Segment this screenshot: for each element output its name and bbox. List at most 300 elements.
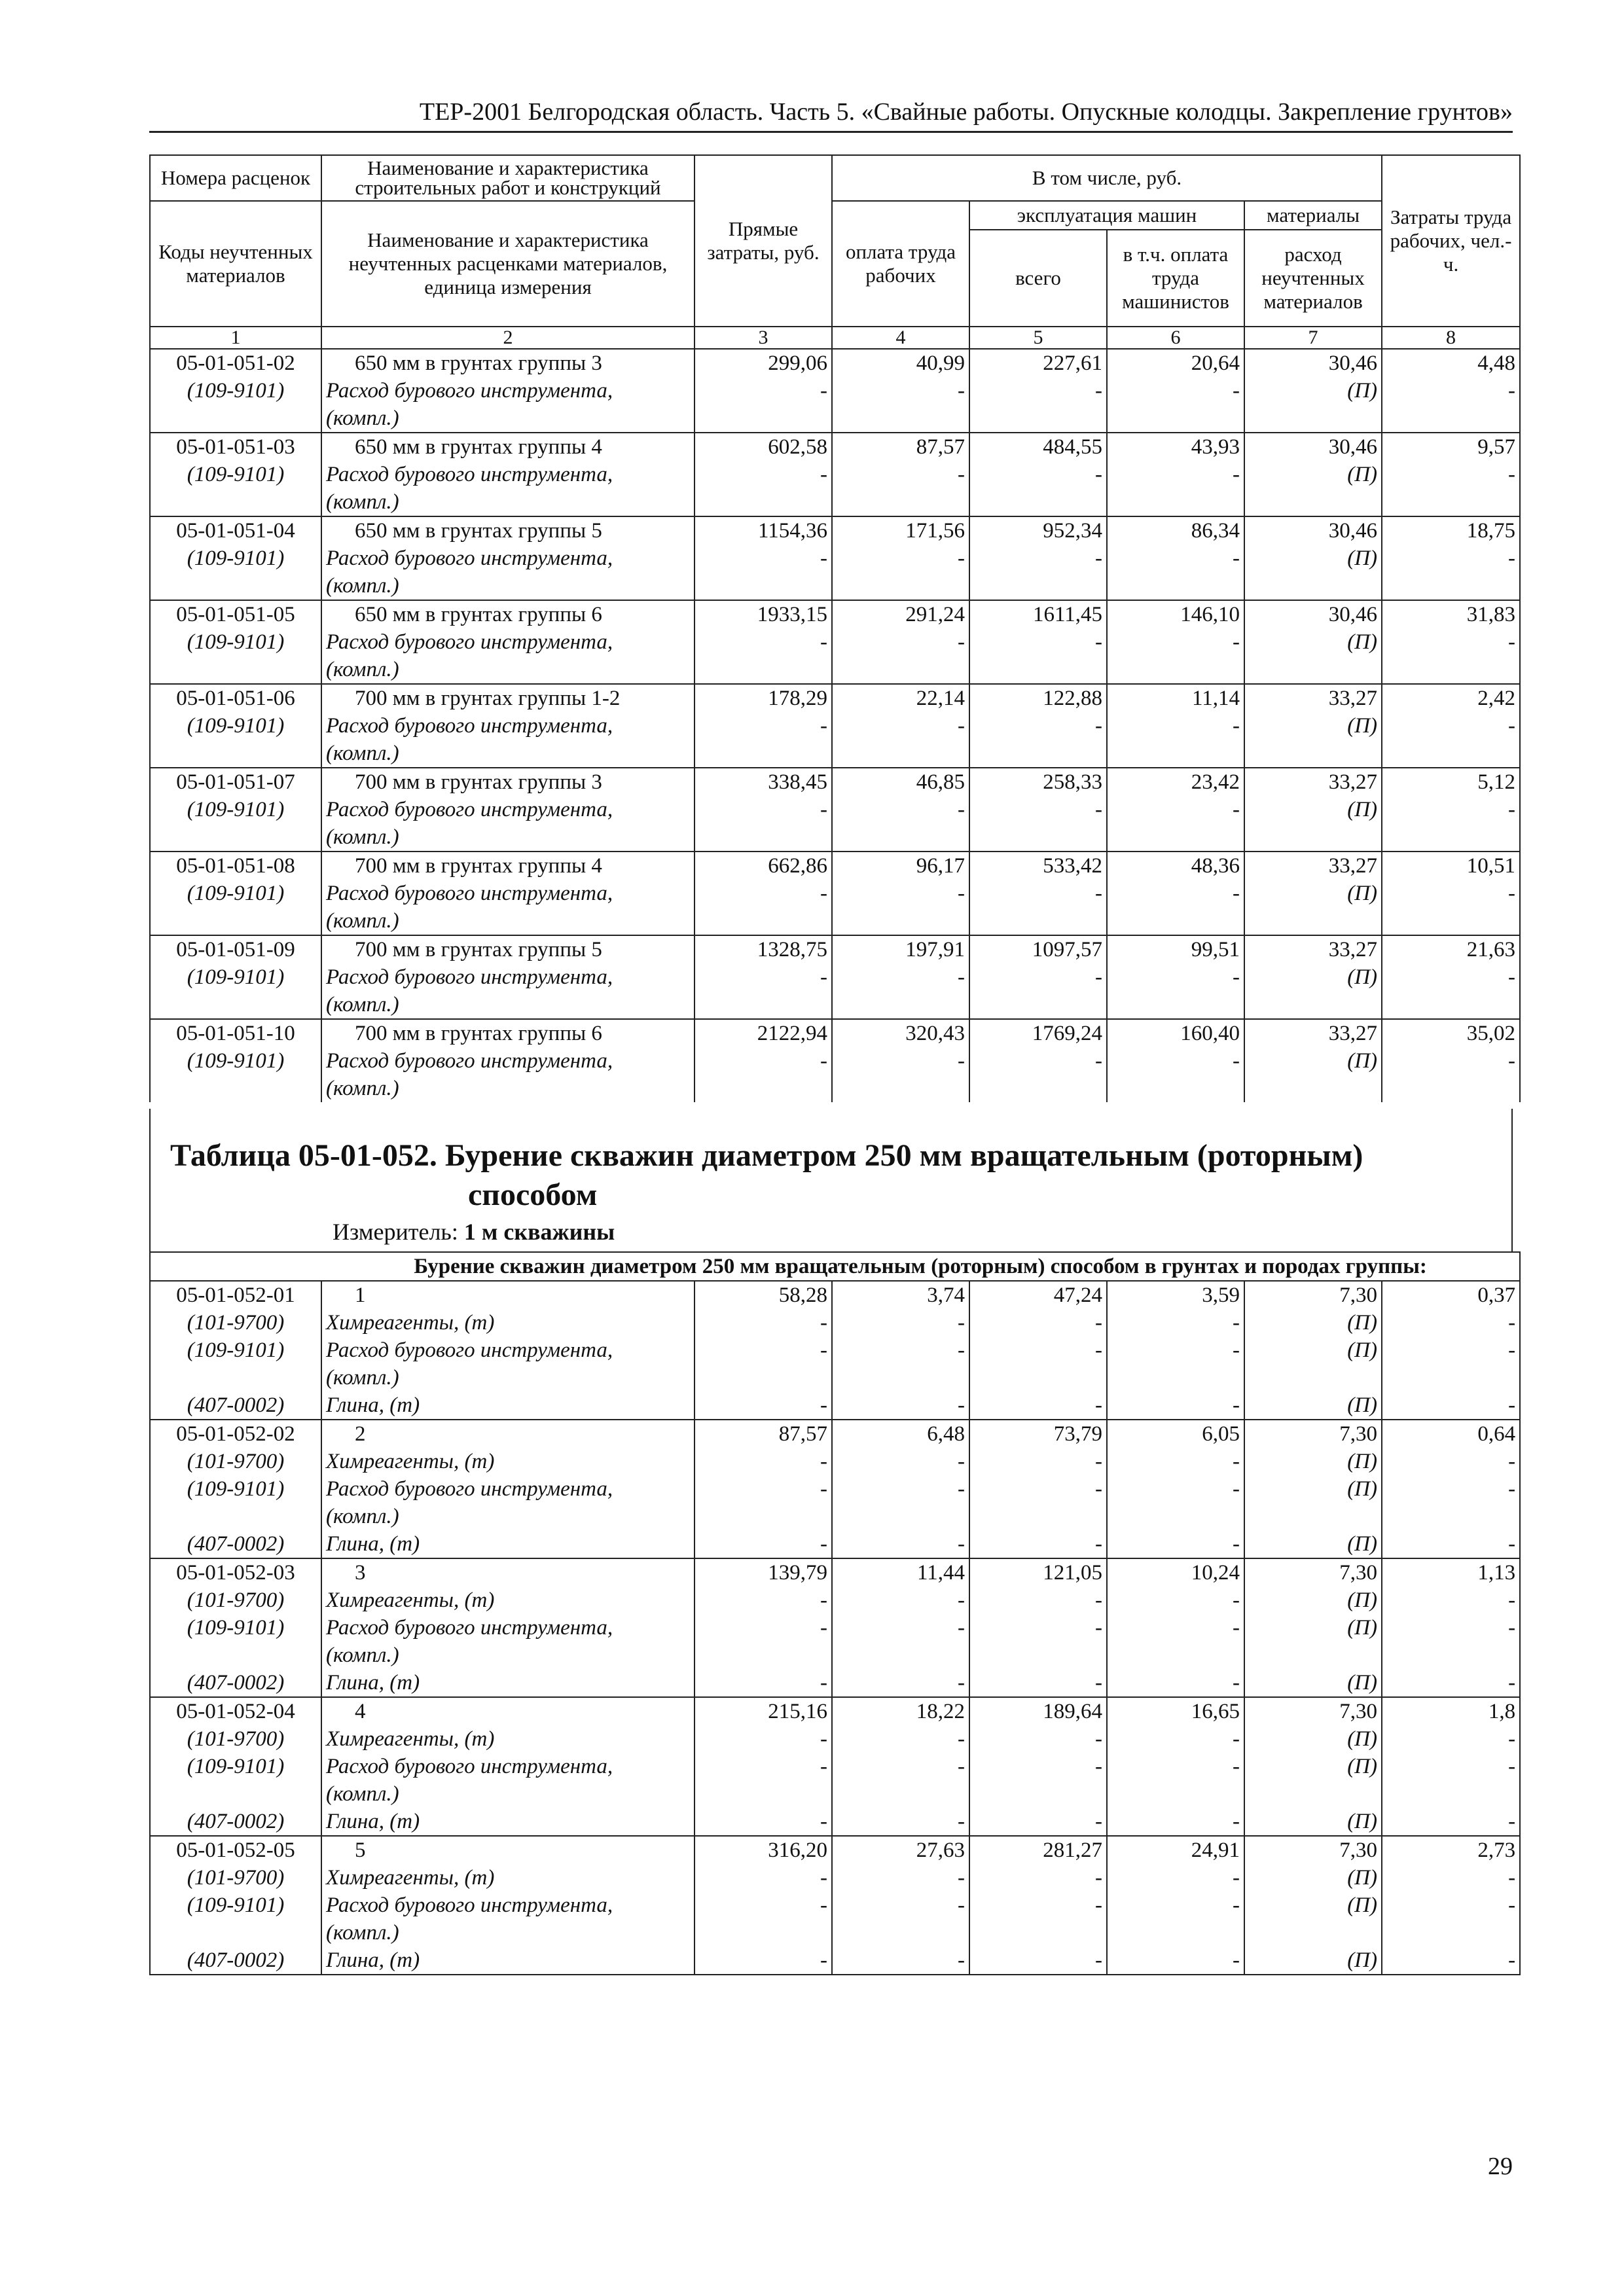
material-value: - xyxy=(832,1530,969,1558)
rate-row xyxy=(150,1019,1520,1047)
material-value: - xyxy=(969,796,1107,852)
material-name xyxy=(321,1391,695,1420)
work-description: 700 мм в грунтах группы 4 xyxy=(321,852,695,880)
material-row xyxy=(150,1614,1520,1669)
rate-value: 46,85 xyxy=(832,768,969,796)
material-value: - xyxy=(832,377,969,433)
material-row xyxy=(150,1808,1520,1836)
material-value: - xyxy=(1107,1047,1244,1102)
material-value: - xyxy=(1382,545,1520,600)
rate-value: 146,10 xyxy=(1107,600,1244,628)
measure-label: Измеритель: xyxy=(333,1219,464,1245)
material-row xyxy=(150,1753,1520,1808)
rate-value: 1,8 xyxy=(1382,1697,1520,1725)
material-row xyxy=(150,1448,1520,1475)
measure-value: 1 м скважины xyxy=(463,1219,615,1245)
material-value: - xyxy=(969,1448,1107,1475)
material-value: - xyxy=(969,1309,1107,1336)
title-line-1: Таблица 05-01-052. Бурение скважин диаметром 250 мм вращательным (роторным) xyxy=(170,1138,1363,1173)
rate-row xyxy=(150,1281,1520,1309)
rate-value: 48,36 xyxy=(1107,852,1244,880)
material-value: - xyxy=(832,1864,969,1892)
material-value: - xyxy=(832,963,969,1019)
material-name-line: Глина, (т) xyxy=(326,1810,420,1833)
material-name-line: Расход бурового инструмента, xyxy=(326,463,613,486)
material-value: (П) xyxy=(1244,1047,1382,1102)
material-value: (П) xyxy=(1244,1892,1382,1946)
rate-value: 24,91 xyxy=(1107,1836,1244,1864)
col5-heading: всего xyxy=(969,230,1107,327)
material-name xyxy=(321,545,695,600)
table-052-title-block xyxy=(149,1109,1513,1251)
material-value: - xyxy=(832,628,969,684)
rate-row xyxy=(150,852,1520,880)
material-value: - xyxy=(969,1614,1107,1669)
material-value: - xyxy=(1382,377,1520,433)
material-unit-line: (компл.) xyxy=(326,658,399,681)
rate-value: 6,05 xyxy=(1107,1420,1244,1448)
material-value: - xyxy=(1382,1530,1520,1558)
rate-row xyxy=(150,1836,1520,1864)
material-value: - xyxy=(1107,1614,1244,1669)
rate-value: 35,02 xyxy=(1382,1019,1520,1047)
rate-code: 05-01-052-02 xyxy=(150,1420,321,1448)
rate-value: 533,42 xyxy=(969,852,1107,880)
material-value: - xyxy=(695,1669,832,1697)
material-value: - xyxy=(1382,1864,1520,1892)
material-value: - xyxy=(969,1892,1107,1946)
material-code: (109-9101) xyxy=(150,461,321,516)
rate-value: 43,93 xyxy=(1107,433,1244,461)
rate-code: 05-01-051-08 xyxy=(150,852,321,880)
material-code: (109-9101) xyxy=(150,1892,321,1946)
work-description: 5 xyxy=(321,1836,695,1864)
material-value: (П) xyxy=(1244,963,1382,1019)
material-value: - xyxy=(695,545,832,600)
rate-value: 21,63 xyxy=(1382,935,1520,963)
col6-heading: в т.ч. оплата труда машинистов xyxy=(1107,230,1244,327)
material-value: - xyxy=(832,1475,969,1530)
rate-value: 197,91 xyxy=(832,935,969,963)
material-code: (407-0002) xyxy=(150,1391,321,1420)
material-value: - xyxy=(1382,1309,1520,1336)
rate-value: 7,30 xyxy=(1244,1281,1382,1309)
material-value: - xyxy=(832,1587,969,1614)
material-value: - xyxy=(1382,796,1520,852)
material-value: - xyxy=(695,1808,832,1836)
material-value: - xyxy=(1107,1336,1244,1391)
rate-value: 2,73 xyxy=(1382,1836,1520,1864)
rate-row xyxy=(150,516,1520,545)
material-code: (109-9101) xyxy=(150,963,321,1019)
material-row xyxy=(150,377,1520,433)
rate-value: 33,27 xyxy=(1244,935,1382,963)
material-value: - xyxy=(969,1946,1107,1975)
material-code: (407-0002) xyxy=(150,1946,321,1975)
material-name xyxy=(321,796,695,852)
material-name xyxy=(321,712,695,768)
material-row xyxy=(150,712,1520,768)
rate-value: 299,06 xyxy=(695,349,832,377)
rate-value: 16,65 xyxy=(1107,1697,1244,1725)
material-value: - xyxy=(695,963,832,1019)
rate-value: 3,59 xyxy=(1107,1281,1244,1309)
material-value: (П) xyxy=(1244,1587,1382,1614)
material-value: (П) xyxy=(1244,1725,1382,1753)
material-name-line: Глина, (т) xyxy=(326,1948,420,1972)
work-description: 4 xyxy=(321,1697,695,1725)
material-row xyxy=(150,1530,1520,1558)
rate-value: 33,27 xyxy=(1244,1019,1382,1047)
material-unit-line: (компл.) xyxy=(326,574,399,598)
material-row xyxy=(150,1336,1520,1391)
material-value: - xyxy=(832,1047,969,1102)
material-value: - xyxy=(695,1475,832,1530)
rate-value: 6,48 xyxy=(832,1420,969,1448)
material-code: (109-9101) xyxy=(150,1475,321,1530)
material-value: - xyxy=(1382,880,1520,935)
material-code: (407-0002) xyxy=(150,1669,321,1697)
rate-value: 22,14 xyxy=(832,684,969,712)
rate-value: 1,13 xyxy=(1382,1558,1520,1587)
material-value: - xyxy=(695,377,832,433)
material-value: - xyxy=(1107,545,1244,600)
material-name-line: Глина, (т) xyxy=(326,1671,420,1695)
rate-value: 87,57 xyxy=(832,433,969,461)
rates-table-052 xyxy=(149,1251,1521,1975)
rate-code: 05-01-051-10 xyxy=(150,1019,321,1047)
material-name xyxy=(321,377,695,433)
material-value: - xyxy=(1107,1892,1244,1946)
material-value: (П) xyxy=(1244,712,1382,768)
material-value: - xyxy=(969,1047,1107,1102)
work-description: 3 xyxy=(321,1558,695,1587)
material-value: - xyxy=(1382,1336,1520,1391)
col-index: 7 xyxy=(1244,327,1382,349)
material-value: - xyxy=(1107,1391,1244,1420)
material-code: (407-0002) xyxy=(150,1530,321,1558)
rate-value: 121,05 xyxy=(969,1558,1107,1587)
rate-value: 2122,94 xyxy=(695,1019,832,1047)
material-row xyxy=(150,963,1520,1019)
material-value: - xyxy=(695,1946,832,1975)
material-name-line: Расход бурового инструмента, xyxy=(326,547,613,570)
material-value: - xyxy=(832,1725,969,1753)
material-value: - xyxy=(969,1587,1107,1614)
material-value: - xyxy=(695,1336,832,1391)
material-row xyxy=(150,1587,1520,1614)
material-value: - xyxy=(1382,1047,1520,1102)
rate-value: 338,45 xyxy=(695,768,832,796)
material-name-line: Расход бурового инструмента, xyxy=(326,1477,613,1501)
material-name-line: Расход бурового инструмента, xyxy=(326,379,613,403)
material-value: - xyxy=(1382,1892,1520,1946)
material-unit-line: (компл.) xyxy=(326,406,399,430)
rate-row xyxy=(150,600,1520,628)
material-value: - xyxy=(1382,1725,1520,1753)
material-value: - xyxy=(695,1587,832,1614)
rate-value: 73,79 xyxy=(969,1420,1107,1448)
material-value: - xyxy=(695,1614,832,1669)
material-name xyxy=(321,1448,695,1475)
measure-unit xyxy=(333,1216,615,1247)
rate-code: 05-01-051-07 xyxy=(150,768,321,796)
rate-code: 05-01-051-06 xyxy=(150,684,321,712)
table-header xyxy=(150,155,1520,349)
rate-value: 20,64 xyxy=(1107,349,1244,377)
rate-value: 320,43 xyxy=(832,1019,969,1047)
material-name-line: Химреагенты, (т) xyxy=(326,1588,495,1612)
material-value: (П) xyxy=(1244,1336,1382,1391)
material-value: (П) xyxy=(1244,1391,1382,1420)
material-value: (П) xyxy=(1244,377,1382,433)
material-value: - xyxy=(695,880,832,935)
material-name-line: Расход бурового инструмента, xyxy=(326,1893,613,1917)
work-description: 700 мм в грунтах группы 5 xyxy=(321,935,695,963)
rate-value: 30,46 xyxy=(1244,349,1382,377)
material-name xyxy=(321,1946,695,1975)
material-code: (109-9101) xyxy=(150,628,321,684)
material-value: - xyxy=(969,1391,1107,1420)
work-description: 700 мм в грунтах группы 1-2 xyxy=(321,684,695,712)
material-value: - xyxy=(1382,1614,1520,1669)
material-value: - xyxy=(832,1669,969,1697)
rate-code: 05-01-052-05 xyxy=(150,1836,321,1864)
rate-value: 5,12 xyxy=(1382,768,1520,796)
rate-value: 7,30 xyxy=(1244,1836,1382,1864)
rate-value: 662,86 xyxy=(695,852,832,880)
col1-top-heading: Номера расценок xyxy=(150,155,321,201)
in-total-heading: В том числе, руб. xyxy=(832,155,1382,201)
rate-value: 9,57 xyxy=(1382,433,1520,461)
material-name xyxy=(321,1725,695,1753)
material-row xyxy=(150,1309,1520,1336)
material-value: - xyxy=(1382,1448,1520,1475)
material-code: (109-9101) xyxy=(150,377,321,433)
rate-value: 1933,15 xyxy=(695,600,832,628)
col2-bottom-heading: Наименование и характеристика неучтенных расценками материалов, единица измерения xyxy=(321,201,695,327)
col-index: 1 xyxy=(150,327,321,349)
material-row xyxy=(150,1892,1520,1946)
material-value: - xyxy=(1107,628,1244,684)
material-code: (109-9101) xyxy=(150,1047,321,1102)
rate-value: 96,17 xyxy=(832,852,969,880)
material-value: - xyxy=(832,712,969,768)
rate-code: 05-01-052-01 xyxy=(150,1281,321,1309)
running-header: ТЕР-2001 Белгородская область. Часть 5. «Свайные работы. Опускные колодцы. Закрепление грунтов» xyxy=(419,98,1513,126)
material-value: - xyxy=(832,1892,969,1946)
rate-row xyxy=(150,1420,1520,1448)
work-description: 650 мм в грунтах группы 6 xyxy=(321,600,695,628)
material-value: - xyxy=(695,1725,832,1753)
material-value: - xyxy=(1382,1669,1520,1697)
rate-value: 11,14 xyxy=(1107,684,1244,712)
material-name xyxy=(321,1336,695,1391)
col4-heading: оплата труда рабочих xyxy=(832,201,969,327)
material-value: - xyxy=(969,461,1107,516)
material-code: (101-9700) xyxy=(150,1309,321,1336)
material-value: - xyxy=(1107,1587,1244,1614)
col-index: 3 xyxy=(695,327,832,349)
rate-value: 30,46 xyxy=(1244,433,1382,461)
machines-heading: эксплуатация машин xyxy=(969,201,1244,230)
rate-value: 30,46 xyxy=(1244,516,1382,545)
rate-code: 05-01-051-03 xyxy=(150,433,321,461)
material-value: (П) xyxy=(1244,1808,1382,1836)
material-value: - xyxy=(1107,1808,1244,1836)
rate-value: 30,46 xyxy=(1244,600,1382,628)
material-value: - xyxy=(832,1946,969,1975)
material-unit-line: (компл.) xyxy=(326,1643,399,1667)
material-code: (109-9101) xyxy=(150,1614,321,1669)
material-value: - xyxy=(1382,1946,1520,1975)
rate-value: 215,16 xyxy=(695,1697,832,1725)
group-heading: Бурение скважин диаметром 250 мм вращательным (роторным) способом в грунтах и породах группы: xyxy=(321,1252,1520,1281)
rate-value: 10,51 xyxy=(1382,852,1520,880)
material-value: (П) xyxy=(1244,1669,1382,1697)
material-value: (П) xyxy=(1244,628,1382,684)
material-name xyxy=(321,1614,695,1669)
col-index: 6 xyxy=(1107,327,1244,349)
work-description: 650 мм в грунтах группы 3 xyxy=(321,349,695,377)
material-value: - xyxy=(1107,963,1244,1019)
rate-value: 58,28 xyxy=(695,1281,832,1309)
material-unit-line: (компл.) xyxy=(326,1077,399,1100)
material-value: - xyxy=(1107,1475,1244,1530)
material-value: - xyxy=(969,1725,1107,1753)
material-value: - xyxy=(1107,1669,1244,1697)
rate-value: 0,64 xyxy=(1382,1420,1520,1448)
material-value: - xyxy=(695,1530,832,1558)
material-name xyxy=(321,628,695,684)
material-code: (109-9101) xyxy=(150,1336,321,1391)
material-value: - xyxy=(969,1808,1107,1836)
rate-value: 23,42 xyxy=(1107,768,1244,796)
rate-value: 1611,45 xyxy=(969,600,1107,628)
material-value: - xyxy=(695,628,832,684)
material-name xyxy=(321,880,695,935)
material-value: - xyxy=(969,1336,1107,1391)
material-value: - xyxy=(695,461,832,516)
material-row xyxy=(150,1475,1520,1530)
material-value: - xyxy=(969,880,1107,935)
material-unit-line: (компл.) xyxy=(326,1782,399,1806)
material-value: - xyxy=(1107,461,1244,516)
material-value: - xyxy=(1382,1753,1520,1808)
material-value: - xyxy=(969,1669,1107,1697)
rate-value: 47,24 xyxy=(969,1281,1107,1309)
material-value: - xyxy=(969,963,1107,1019)
rate-row xyxy=(150,768,1520,796)
material-name-line: Расход бурового инструмента, xyxy=(326,882,613,905)
material-row xyxy=(150,880,1520,935)
rate-value: 291,24 xyxy=(832,600,969,628)
material-name-line: Химреагенты, (т) xyxy=(326,1727,495,1751)
material-name xyxy=(321,1047,695,1102)
material-name-line: Расход бурового инструмента, xyxy=(326,965,613,989)
rate-value: 258,33 xyxy=(969,768,1107,796)
material-name xyxy=(321,1587,695,1614)
material-value: - xyxy=(1107,1946,1244,1975)
rate-value: 227,61 xyxy=(969,349,1107,377)
material-value: - xyxy=(695,1047,832,1102)
rate-value: 1769,24 xyxy=(969,1019,1107,1047)
rate-value: 27,63 xyxy=(832,1836,969,1864)
material-value: - xyxy=(969,628,1107,684)
material-value: - xyxy=(1107,712,1244,768)
rate-code: 05-01-051-02 xyxy=(150,349,321,377)
rate-value: 139,79 xyxy=(695,1558,832,1587)
material-unit-line: (компл.) xyxy=(326,825,399,849)
material-value: - xyxy=(695,796,832,852)
material-value: - xyxy=(969,712,1107,768)
material-value: - xyxy=(1382,963,1520,1019)
rate-value: 171,56 xyxy=(832,516,969,545)
rate-value: 122,88 xyxy=(969,684,1107,712)
table-052-title xyxy=(170,1136,1506,1215)
material-value: - xyxy=(1382,712,1520,768)
rate-row xyxy=(150,1697,1520,1725)
material-code: (101-9700) xyxy=(150,1725,321,1753)
material-value: (П) xyxy=(1244,1946,1382,1975)
material-value: - xyxy=(1382,461,1520,516)
rate-value: 952,34 xyxy=(969,516,1107,545)
col8-heading: Затраты труда рабочих, чел.-ч. xyxy=(1382,155,1520,327)
material-name-line: Расход бурового инструмента, xyxy=(326,1616,613,1640)
material-name xyxy=(321,1530,695,1558)
material-value: (П) xyxy=(1244,1530,1382,1558)
material-value: (П) xyxy=(1244,545,1382,600)
rate-value: 99,51 xyxy=(1107,935,1244,963)
material-value: - xyxy=(695,1448,832,1475)
material-name-line: Химреагенты, (т) xyxy=(326,1450,495,1473)
material-name-line: Расход бурового инструмента, xyxy=(326,798,613,821)
material-name-line: Расход бурового инструмента, xyxy=(326,1755,613,1778)
rate-value: 87,57 xyxy=(695,1420,832,1448)
rate-value: 86,34 xyxy=(1107,516,1244,545)
material-value: (П) xyxy=(1244,1309,1382,1336)
material-name-line: Расход бурового инструмента, xyxy=(326,630,613,654)
material-code: (109-9101) xyxy=(150,880,321,935)
material-name xyxy=(321,1309,695,1336)
material-name xyxy=(321,1892,695,1946)
material-unit-line: (компл.) xyxy=(326,993,399,1016)
material-code: (109-9101) xyxy=(150,796,321,852)
material-value: - xyxy=(695,1309,832,1336)
material-name xyxy=(321,1864,695,1892)
title-line-2: способом xyxy=(468,1177,598,1212)
material-value: (П) xyxy=(1244,1448,1382,1475)
material-name xyxy=(321,1475,695,1530)
material-value: - xyxy=(1382,1587,1520,1614)
material-name-line: Химреагенты, (т) xyxy=(326,1866,495,1890)
material-code: (101-9700) xyxy=(150,1448,321,1475)
material-value: - xyxy=(1382,1391,1520,1420)
material-name-line: Глина, (т) xyxy=(326,1532,420,1556)
col-index: 2 xyxy=(321,327,695,349)
rate-row xyxy=(150,1558,1520,1587)
material-code: (101-9700) xyxy=(150,1864,321,1892)
col1-bottom-heading: Коды неучтенных материалов xyxy=(150,201,321,327)
rate-value: 178,29 xyxy=(695,684,832,712)
material-unit-line: (компл.) xyxy=(326,1921,399,1945)
material-value: - xyxy=(1107,1309,1244,1336)
material-value: - xyxy=(695,1864,832,1892)
work-description: 700 мм в грунтах группы 3 xyxy=(321,768,695,796)
material-value: (П) xyxy=(1244,1614,1382,1669)
rate-value: 40,99 xyxy=(832,349,969,377)
rate-code: 05-01-052-04 xyxy=(150,1697,321,1725)
